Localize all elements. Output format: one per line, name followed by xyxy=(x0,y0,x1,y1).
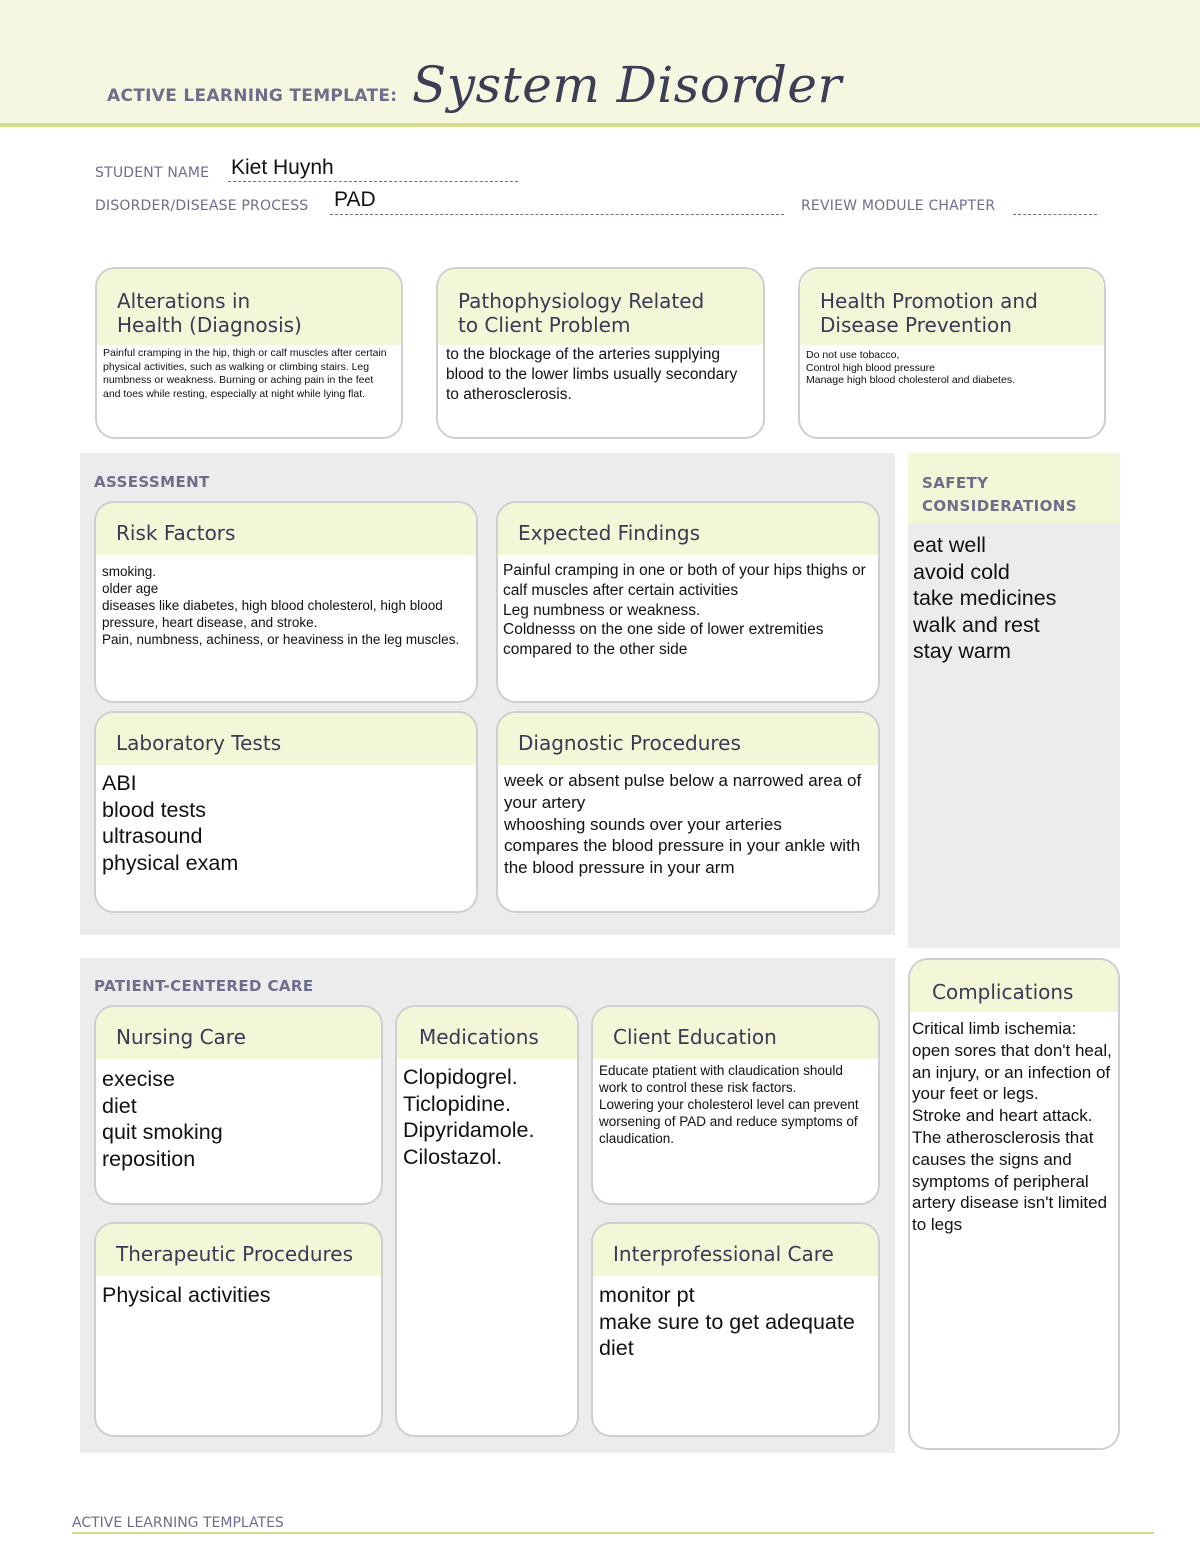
pathophysiology-title: Pathophysiology Related to Client Problem xyxy=(438,269,763,345)
review-module-field[interactable] xyxy=(1013,214,1097,215)
pathophysiology-body[interactable]: to the blockage of the arteries supplying blood to the lower limbs usually secondary to atherosclerosis. xyxy=(446,346,738,403)
therapeutic-procedures-title: Therapeutic Procedures xyxy=(96,1224,381,1276)
interprofessional-care-card xyxy=(591,1222,880,1437)
complications-card xyxy=(908,958,1120,1450)
disorder-field[interactable]: PAD xyxy=(334,188,376,211)
nursing-care-body[interactable]: execise diet quit smoking reposition xyxy=(102,1067,223,1171)
interprofessional-care-body[interactable]: monitor pt make sure to get adequate diet xyxy=(599,1283,855,1360)
health-promotion-body[interactable]: Do not use tobacco, Control high blood pressure Manage high blood cholesterol and diabetes. xyxy=(806,349,1015,386)
lab-tests-title: Laboratory Tests xyxy=(96,713,476,765)
health-promotion-title: Health Promotion and Disease Prevention xyxy=(800,269,1104,345)
nursing-care-title: Nursing Care xyxy=(96,1007,381,1059)
alterations-body[interactable]: Painful cramping in the hip, thigh or calf muscles after certain physical activities, such as walking or climbing stairs. Leg numbness or weakness. Burning or aching pain in the feet and toes while resting, especially at night while lying flat. xyxy=(103,347,387,400)
medications-card xyxy=(395,1005,579,1437)
medications-title: Medications xyxy=(397,1007,577,1059)
student-name-label: STUDENT NAME xyxy=(95,165,210,181)
client-education-title: Client Education xyxy=(593,1007,878,1059)
complications-body[interactable]: Critical limb ischemia: open sores that don't heal, an injury, or an infection of your feet or legs. Stroke and heart attack. The atherosclerosis that causes the signs and symptoms of peripheral artery disease isn't limited to legs xyxy=(912,1019,1112,1235)
diagnostic-procedures-body[interactable]: week or absent pulse below a narrowed area of your artery whooshing sounds over your arteries compares the blood pressure in your ankle with the blood pressure in your arm xyxy=(504,771,862,878)
template-label: ACTIVE LEARNING TEMPLATE: xyxy=(107,86,398,106)
complications-title: Complications xyxy=(910,960,1118,1012)
therapeutic-procedures-body[interactable]: Physical activities xyxy=(102,1283,271,1307)
client-education-body[interactable]: Educate ptatient with claudication should work to control these risk factors. Lowering your cholesterol level can prevent worsening of PAD and reduce symptoms of claudication. xyxy=(599,1063,859,1146)
risk-factors-card xyxy=(94,501,478,703)
disorder-label: DISORDER/DISEASE PROCESS xyxy=(95,198,309,214)
health-promotion-card xyxy=(798,267,1106,439)
expected-findings-card xyxy=(496,501,880,703)
disorder-underline xyxy=(330,214,784,215)
medications-body[interactable]: Clopidogrel. Ticlopidine. Dipyridamole. Cilostazol. xyxy=(403,1065,535,1169)
footer-text: ACTIVE LEARNING TEMPLATES xyxy=(72,1515,284,1531)
assessment-label: ASSESSMENT xyxy=(94,473,210,491)
student-name-underline xyxy=(228,181,518,182)
interprofessional-care-title: Interprofessional Care xyxy=(593,1224,878,1276)
alterations-card xyxy=(95,267,403,439)
alterations-title: Alterations in Health (Diagnosis) xyxy=(97,269,401,345)
risk-factors-body[interactable]: smoking. older age diseases like diabetes, high blood cholesterol, high blood pressure, heart disease, and stroke. Pain, numbness, achiness, or heaviness in the leg muscles. xyxy=(102,564,460,647)
safety-label: SAFETY CONSIDERATIONS xyxy=(922,474,1077,515)
patient-care-label: PATIENT-CENTERED CARE xyxy=(94,977,314,995)
lab-tests-card xyxy=(94,711,478,913)
pathophysiology-card xyxy=(436,267,765,439)
expected-findings-title: Expected Findings xyxy=(498,503,878,555)
lab-tests-body[interactable]: ABI blood tests ultrasound physical exam xyxy=(102,771,239,875)
footer-divider xyxy=(72,1532,1154,1534)
nursing-care-card xyxy=(94,1005,383,1205)
safety-panel xyxy=(908,453,1120,948)
student-name-field[interactable]: Kiet Huynh xyxy=(231,156,334,179)
client-education-card xyxy=(591,1005,880,1205)
safety-body[interactable]: eat well avoid cold take medicines walk and rest stay warm xyxy=(913,533,1057,663)
expected-findings-body[interactable]: Painful cramping in one or both of your hips thighs or calf muscles after certain activities Leg numbness or weakness. Coldnesss on the one side of lower extremities compared to the other side xyxy=(503,562,866,659)
risk-factors-title: Risk Factors xyxy=(96,503,476,555)
diagnostic-procedures-title: Diagnostic Procedures xyxy=(498,713,878,765)
diagnostic-procedures-card xyxy=(496,711,880,913)
therapeutic-procedures-card xyxy=(94,1222,383,1437)
page-title: System Disorder xyxy=(412,56,842,114)
header-divider xyxy=(0,123,1200,127)
review-module-label: REVIEW MODULE CHAPTER xyxy=(801,198,996,214)
